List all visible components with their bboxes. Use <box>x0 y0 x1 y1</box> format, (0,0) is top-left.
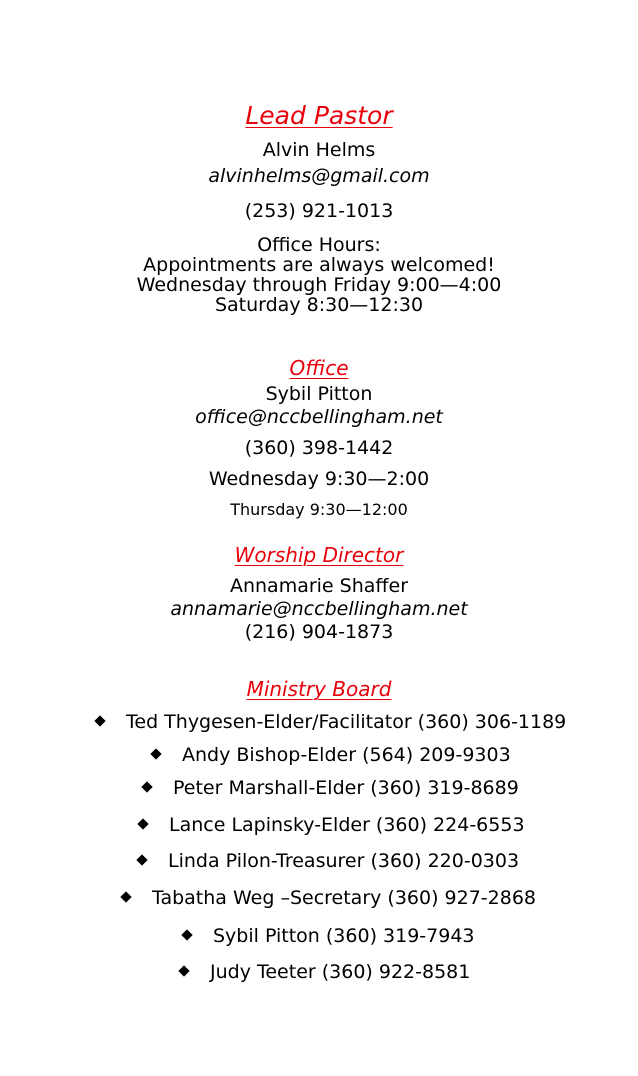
board-member-text: Sybil Pitton (360) 319-7943 <box>213 925 475 947</box>
board-member <box>96 713 566 732</box>
diamond-bullet-icon <box>178 965 189 976</box>
board-member <box>152 746 511 765</box>
diamond-bullet-icon <box>141 781 152 792</box>
office-phone: (360) 398-1442 <box>244 437 394 459</box>
ministry-board-heading: Ministry Board <box>246 677 392 701</box>
lead-pastor-email: alvinhelms@gmail.com <box>208 165 430 187</box>
board-member-text: Judy Teeter (360) 922-8581 <box>210 961 471 983</box>
office-hours-weekday: Wednesday through Friday 9:00—4:00 <box>136 274 502 296</box>
office-hours-saturday: Saturday 8:30—12:30 <box>214 294 424 316</box>
office-hours-wednesday: Wednesday 9:30—2:00 <box>208 468 430 490</box>
office-hours-thursday: Thursday 9:30—12:00 <box>230 500 408 519</box>
board-member <box>183 927 475 946</box>
office-hours-note: Appointments are always welcomed! <box>143 254 495 276</box>
board-member-text: Andy Bishop-Elder (564) 209-9303 <box>182 744 511 766</box>
worship-director-email: annamarie@nccbellingham.net <box>170 598 468 620</box>
board-member <box>138 852 519 871</box>
office-email: office@nccbellingham.net <box>195 406 443 428</box>
diamond-bullet-icon <box>181 929 192 940</box>
diamond-bullet-icon <box>136 854 147 865</box>
lead-pastor-heading: Lead Pastor <box>245 101 393 130</box>
diamond-bullet-icon <box>137 818 148 829</box>
board-member-text: Tabatha Weg –Secretary (360) 927-2868 <box>152 887 537 909</box>
board-member-text: Ted Thygesen-Elder/Facilitator (360) 306-1189 <box>126 711 567 733</box>
lead-pastor-name: Alvin Helms <box>262 139 376 161</box>
office-hours-label: Office Hours: <box>257 234 381 256</box>
board-member <box>180 963 470 982</box>
worship-director-name: Annamarie Shaffer <box>229 575 409 597</box>
diamond-bullet-icon <box>120 891 131 902</box>
diamond-bullet-icon <box>94 715 105 726</box>
office-heading: Office <box>289 356 349 380</box>
board-member <box>143 779 519 798</box>
office-name: Sybil Pitton <box>265 383 373 405</box>
board-member <box>139 816 525 835</box>
worship-director-heading: Worship Director <box>234 543 404 567</box>
board-member-text: Lance Lapinsky-Elder (360) 224-6553 <box>169 814 525 836</box>
board-member-text: Peter Marshall-Elder (360) 319-8689 <box>173 777 519 799</box>
board-member-text: Linda Pilon-Treasurer (360) 220-0303 <box>168 850 520 872</box>
board-member <box>122 889 536 908</box>
diamond-bullet-icon <box>150 748 161 759</box>
lead-pastor-phone: (253) 921-1013 <box>244 200 394 222</box>
worship-director-phone: (216) 904-1873 <box>244 621 394 643</box>
